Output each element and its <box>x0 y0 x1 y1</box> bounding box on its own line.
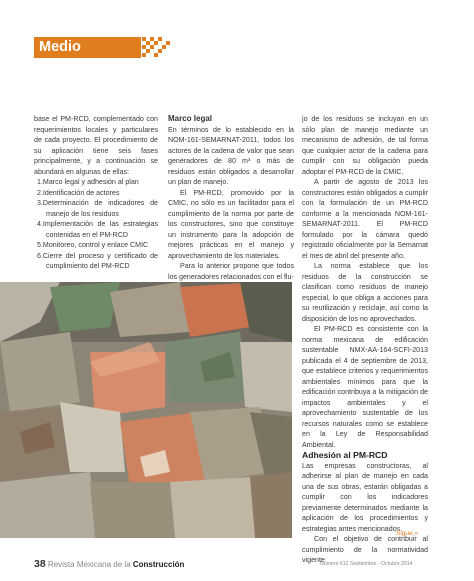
section-label: Medio ambiente <box>34 37 141 58</box>
issue-info: Número 612 Septiembre - Octubre 2014 <box>320 561 413 567</box>
pixel-decoration-icon <box>142 37 172 58</box>
marco-legal-heading: Marco legal <box>168 114 213 123</box>
list-item: 1.Marco legal y adhesión al plan <box>37 178 139 186</box>
rubble-photo <box>0 282 292 538</box>
page-number: 38 <box>34 558 46 570</box>
list-item: 2.Identificación de actores <box>37 188 120 197</box>
list-item: 3.Determinación de indicadores de manejo de los residuos <box>37 199 158 218</box>
list-item: 6.Cierre del proceso y certificado de cumplimiento del PM-RCD <box>37 251 158 270</box>
column-2 <box>168 114 294 282</box>
paragraph: Para lo anterior propone que todos los generadores relacionados con el flu- <box>168 262 294 281</box>
column-1 <box>34 114 158 272</box>
magazine-name: Construcción <box>132 560 185 569</box>
paragraph: La norma establece que los residuos de la construcción se clasifican como residuos de manejo especial, lo que obliga a acciones para su reutilización y reciclaje, así como la disposición de los no aprovechados. <box>302 262 428 323</box>
phases-list <box>34 177 158 272</box>
paragraph: A partir de agosto de 2013 los constructores están obligados a cumplir con la formulación de un PM-RCD conforme a la mencionada NOM-161-SEMARNAT-2011. El PM-RCD formulado por la cámara quedó registrado oficialmente por la Semarnat el mes de abril del presente año. <box>302 178 428 260</box>
paragraph: jo de los residuos se incluyan en un sólo plan de manejo mediante un mecanismo de adhesión, de tal forma que cualquier actor de la cadena para cumplir con su obligación pueda adoptar el PM-RCD de la CMIC. <box>302 115 428 176</box>
paragraph: El PM-RCD, promovido por la CMIC, no sólo es un facilitador para el cumplimiento de la norma por parte de los constructores, sino que constituye un instrumento para la adopción de mejores prácticas en el manejo y aprovechamiento de los materiales. <box>168 188 294 260</box>
continue-link[interactable] <box>396 530 418 537</box>
list-item: 5.Monitoreo, control y enlace CMIC <box>37 241 149 249</box>
magazine-title <box>48 560 185 569</box>
list-item: 4.Implementación de las estrategias contenidas en el PM-RCD <box>37 220 158 239</box>
paragraph: Con el objetivo de contribuir al cumplimiento de la normatividad vigente <box>302 535 428 564</box>
paragraph: Las empresas constructoras, al adherirse al plan de manejo en cada una de sus obras, estarán obligadas a cumplir con los indicadores previamente determinados mediante la aplicación de los procedimientos y estrategias antes mencionados. <box>302 461 428 533</box>
intro-paragraph: base el PM-RCD, complementado con requerimientos locales y particulares de cada proyecto. El procedimiento de su aplicación tiene seis fases principalmente, y a continuación se abundará en algunas de ellas: <box>34 115 158 176</box>
column-3 <box>302 114 428 566</box>
adhesion-heading: Adhesión al PM-RCD <box>302 450 388 460</box>
double-chevron-icon: » <box>414 530 419 537</box>
continue-label: Sigue <box>396 530 413 537</box>
magazine-prefix: Revista Mexicana de la <box>47 560 131 569</box>
paragraph: En términos de lo establecido en la NOM-161-SEMARNAT-2011, todos los actores de la cadena de valor que sean generadores de 80 m³ o más de residuos están obligados a desarrollar un plan de manejo. <box>168 125 294 186</box>
paragraph: El PM-RCD es consistente con la norma mexicana de edificación sustentable NMX-AA-164-SCFI-2013 publicada el 4 de septiembre de 2013, que establece criterios y requerimientos ambientales mínimos para que la edificación contribuya a la mitigación de impactos ambientales y el aprovechamiento sustentable de los recursos naturales como se establece en la Ley de Responsabilidad Ambiental. <box>302 325 428 449</box>
